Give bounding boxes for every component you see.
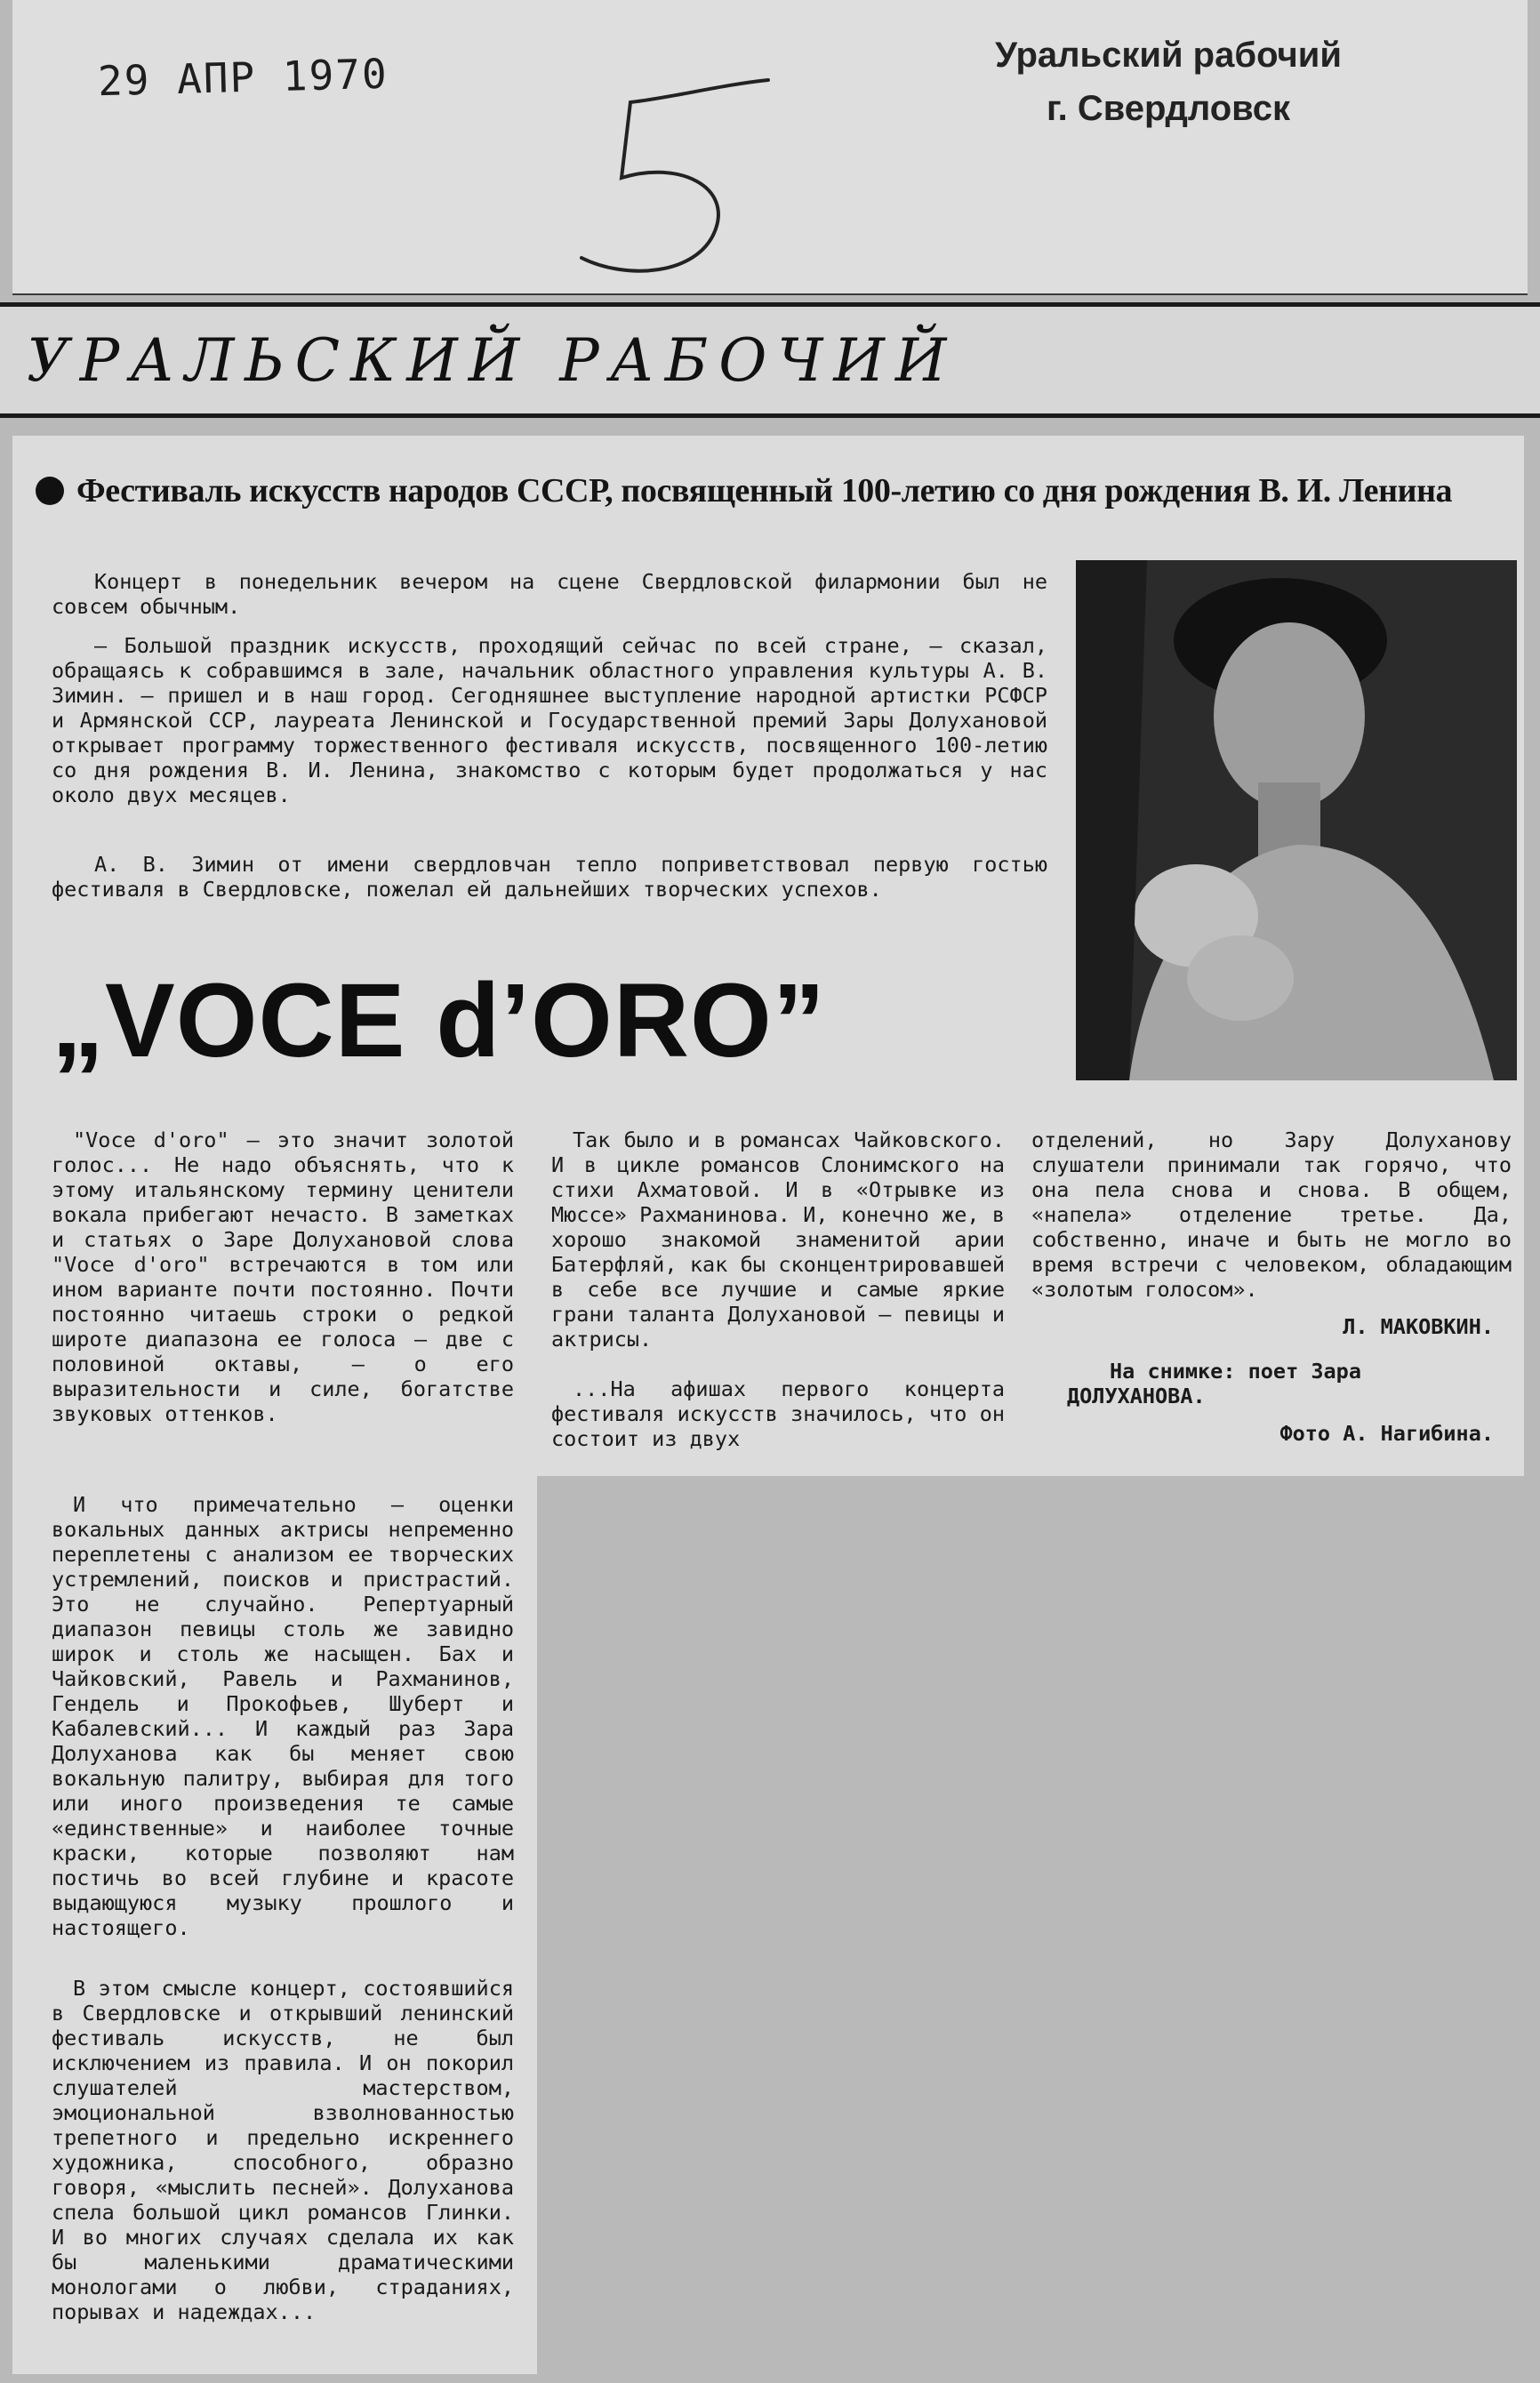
column-2-paragraph-1: Так было и в романсах Чайковского. И в цикле романсов Слонимского на стихи Ахматовой. И в «Отрывке из Мюссе» Рахманинова. И, конечно же, в хорошо знакомой знаменитой арии Батерфляй, как бы сконцентрировавшей в себе все лучшие и самые яркие грани таланта Долухановой — певицы и актрисы.	[551, 1127, 1005, 1352]
date-stamp: 29 АПР 1970	[97, 49, 389, 106]
masthead-title: УРАЛЬСКИЙ РАБОЧИЙ	[27, 326, 958, 395]
photo-caption: На снимке: поет Зара ДОЛУХАНОВА.	[1067, 1359, 1361, 1408]
column-1-paragraph-1: "Voce d'oro" — это значит золотой голос... Не надо объяснять, что к этому итальянскому термину ценители вокала прибегают нечасто. В заметках и статьях о Заре Долухановой слова "Voce d'oro" встречаются в том или ином варианте почти постоянно. Почти постоянно читаешь строки о редкой широте диапазона ее голоса — две с половиной октавы, — о его выразительности и силе, богатстве звуковых оттенков.	[52, 1127, 514, 1426]
article-headline: „VOCE d’ORO”	[52, 962, 826, 1079]
intro-paragraph-3: А. В. Зимин от имени свердловчан тепло поприветствовал первую гостью фестиваля в Свердловске, пожелал ей дальнейших творческих успехов.	[52, 852, 1047, 902]
photo-credit: Фото А. Нагибина.	[1279, 1421, 1494, 1446]
bullet-icon	[36, 477, 64, 505]
singer-photo	[1076, 560, 1517, 1080]
article-author: Л. МАКОВКИН.	[1343, 1314, 1494, 1339]
column-2-paragraph-2: ...На афишах первого концерта фестиваля искусств значилось, что он состоит из двух	[551, 1376, 1005, 1451]
intro-paragraph-2: — Большой праздник искусств, проходящий сейчас по всей стране, — сказал, обращаясь к собравшимся в зале, начальник областного управления культуры А. В. Зимин. — пришел и в наш город. Сегодняшнее выступление народной артистки РСФСР и Армянской ССР, лауреата Ленинской и Государственной премий Зары Долухановой открывает программу торжественного фестиваля искусств, посвященного 100-летию со дня рождения В. И. Ленина, знакомство с которым будет продолжаться у нас около двух месяцев.	[52, 633, 1047, 807]
masthead	[0, 302, 1540, 418]
article-rubric	[36, 471, 1512, 510]
photo-image	[1076, 560, 1517, 1080]
handwritten-number-mark	[546, 53, 795, 285]
source-city: г. Свердловск	[1046, 89, 1291, 128]
column-1-paragraph-3: В этом смысле концерт, состоявшийся в Свердловске и открывший ленинский фестиваль искусств, не был исключением из правила. И он покорил слушателей мастерством, эмоциональной взволнованностью трепетного и предельно искреннего художника, способного, образно говоря, «мыслить песней». Долуханова спела большой цикл романсов Глинки. И во многих случаях сделала их как бы маленькими драматическими монологами о любви, страданиях, порывах и надеждах...	[52, 1976, 514, 2324]
column-1-paragraph-2: И что примечательно — оценки вокальных данных актрисы непременно переплетены с анализом ее творческих устремлений, поисков и пристрастий. Это не случайно. Репертуарный диапазон певицы столь же завидно широк и столь же насыщен. Бах и Чайковский, Равель и Рахманинов, Гендель и Прокофьев, Шуберт и Кабалевский... И каждый раз Зара Долуханова как бы меняет свою вокальную палитру, выбирая для того или иного произведения те самые «единственные» и наиболее точные краски, которые позволяют нам постичь во всей глубине и красоте выдающуюся музыку прошлого и настоящего.	[52, 1492, 514, 1940]
clipping-label-strip	[12, 0, 1528, 295]
intro-paragraph-1: Концерт в понедельник вечером на сцене Свердловской филармонии был не совсем обычным.	[52, 569, 1047, 619]
rubric-text: Фестиваль искусств народов СССР, посвященный 100-летию со дня рождения В. И. Ленина	[76, 472, 1453, 509]
column-3-paragraph: отделений, но Зару Долуханову слушатели принимали так горячо, что она пела снова и снова. В общем, «напела» отделение третье. Да, собственно, иначе и быть не могло во время встречи с человеком, обладающим «золотым голосом».	[1031, 1127, 1512, 1302]
source-publication: Уральский рабочий	[995, 36, 1342, 75]
